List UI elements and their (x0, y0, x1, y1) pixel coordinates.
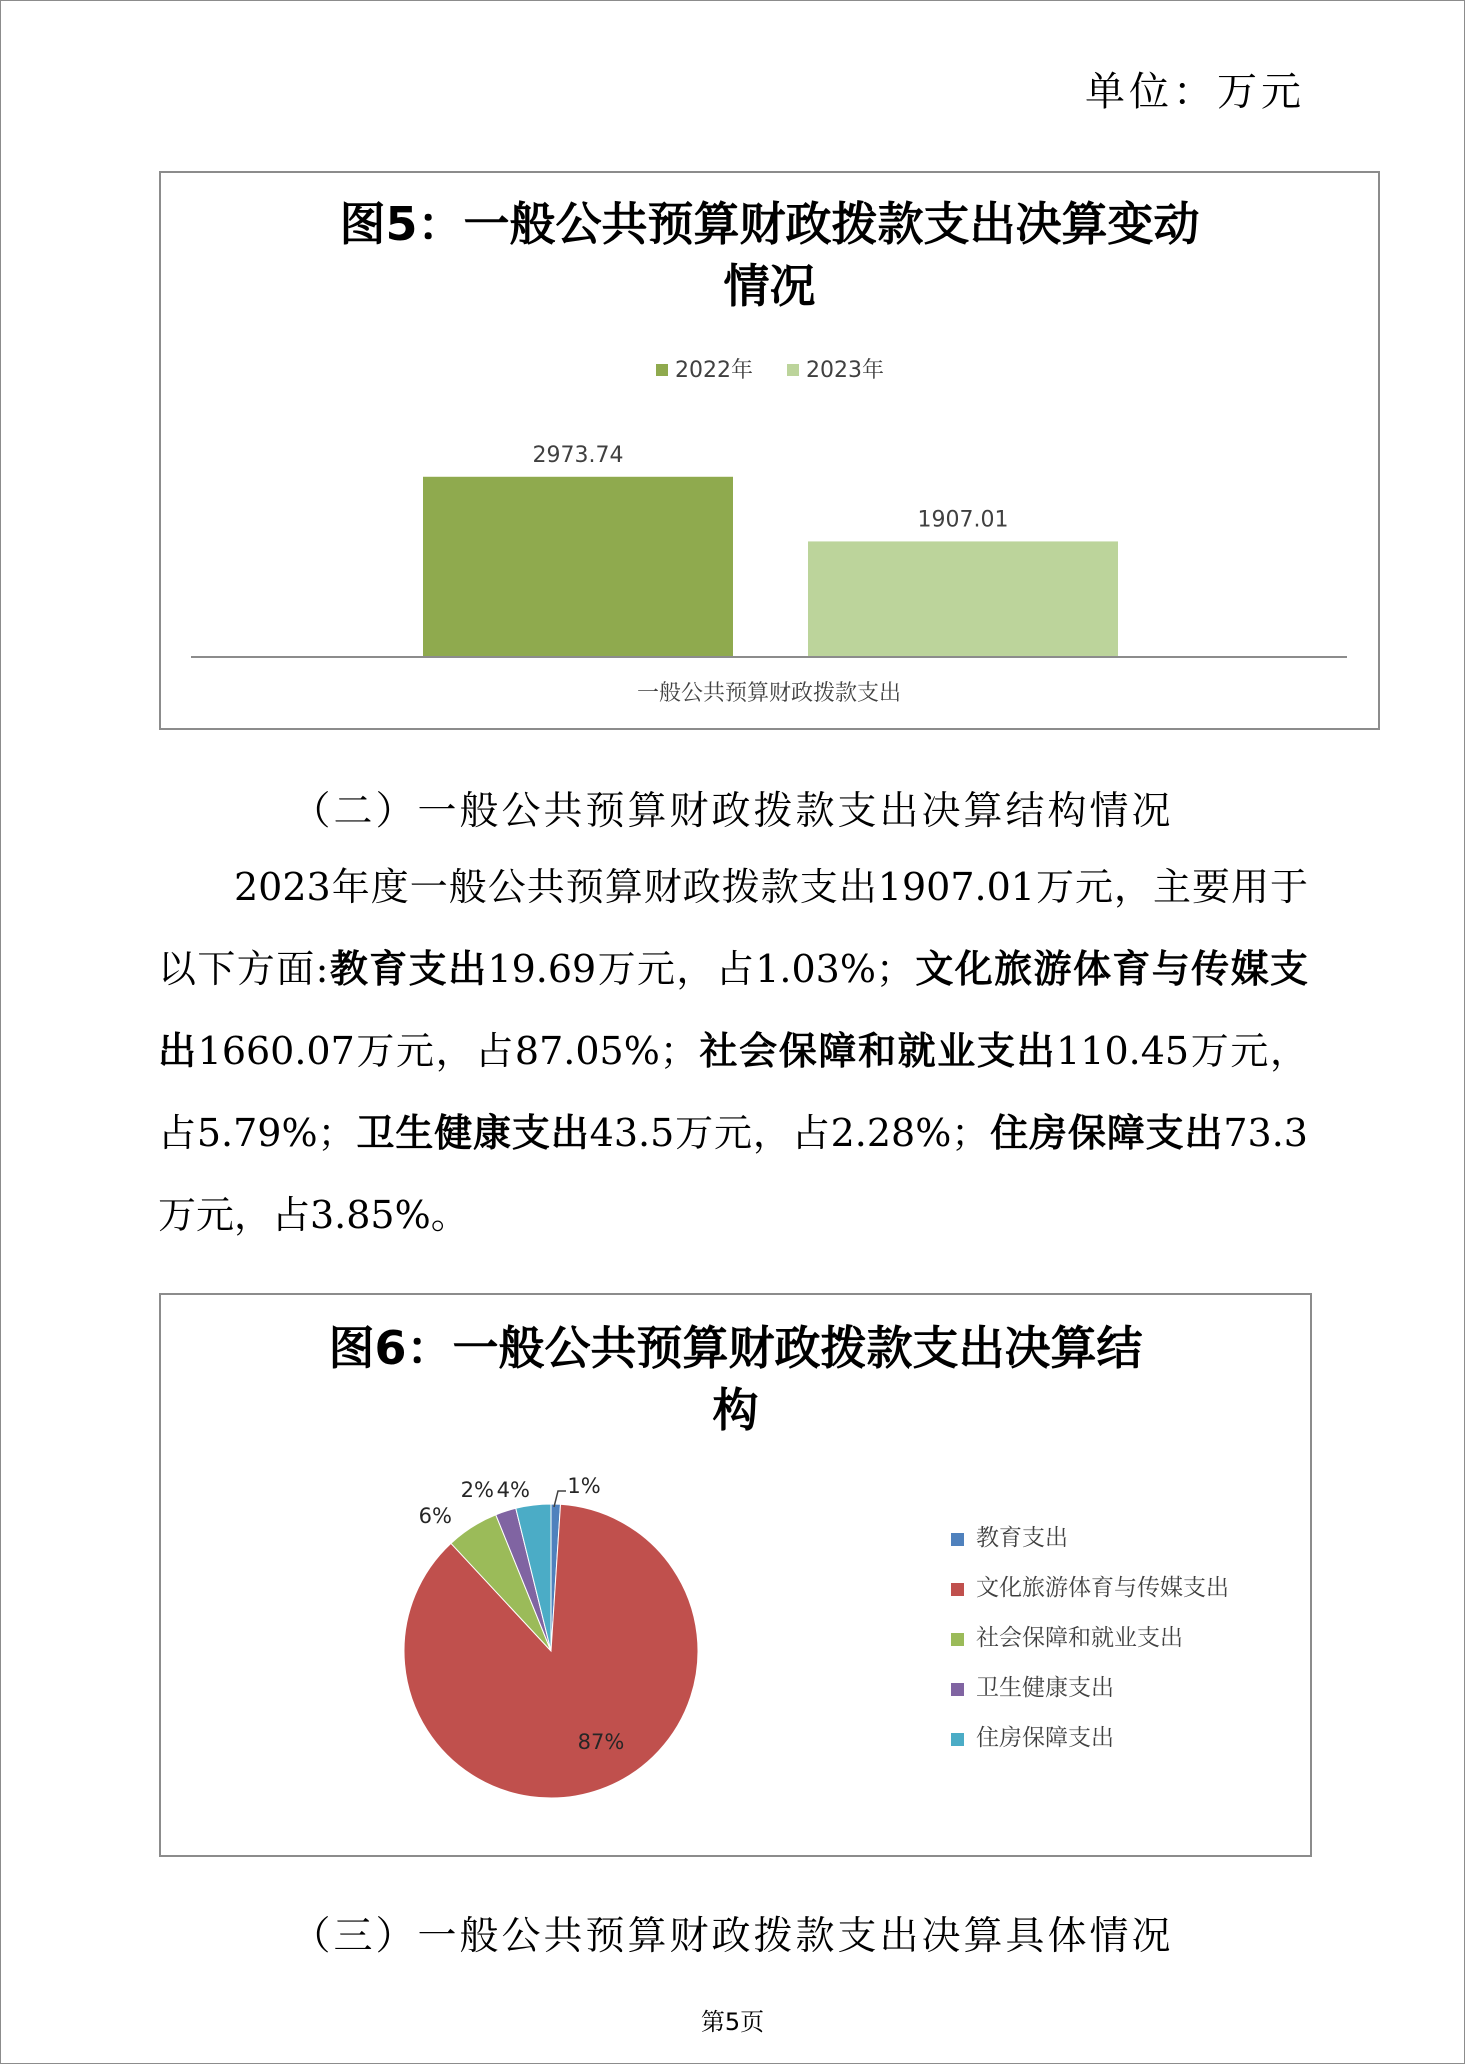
legend-swatch-教育支出 (951, 1533, 964, 1546)
para-value-5: 73.3万元，占3.85%。 (158, 1111, 1308, 1237)
bar-chart-svg (161, 173, 1378, 728)
chart5-title-line1: 图5：一般公共预算财政拨款支出决算变动 (339, 197, 1200, 251)
pie-data-label-住房保障支出: 4% (496, 1478, 530, 1502)
legend-swatch-2023 (787, 364, 799, 376)
legend-label-教育支出: 教育支出 (976, 1525, 1068, 1551)
pie-data-label-文化旅游体育与传媒支出: 87% (577, 1730, 625, 1754)
para-value-4: 43.5万元，占2.28%； (589, 1111, 990, 1155)
para-intro: 2023年度一般公共预算财政拨款支出1907.01万元，主要用于以下方面: (158, 865, 1308, 991)
legend-label-卫生健康支出: 卫生健康支出 (976, 1675, 1114, 1701)
pie-chart-svg (161, 1295, 1310, 1855)
para-value-3: 110.45万元，占5.79%； (158, 1029, 1308, 1155)
legend-swatch-文化旅游体育与传媒支出 (951, 1583, 964, 1596)
legend-label-2023: 2023年 (806, 358, 884, 383)
bar-2023年 (808, 541, 1118, 657)
bar-data-label-2022年: 2973.74 (532, 442, 624, 468)
legend-label-社会保障和就业支出: 社会保障和就业支出 (976, 1625, 1183, 1651)
chart6-title-line2: 构 (712, 1383, 759, 1437)
legend-label-2022: 2022年 (675, 358, 753, 383)
page-number: 第5页 (700, 2008, 765, 2036)
legend-swatch-住房保障支出 (951, 1733, 964, 1746)
pie-data-label-社会保障和就业支出: 6% (418, 1504, 452, 1528)
pie-data-label-卫生健康支出: 2% (460, 1478, 494, 1502)
section-heading-2: （二）一般公共预算财政拨款支出决算结构情况 (291, 789, 1174, 834)
pie-chart-figure-6 (159, 1293, 1312, 1857)
legend-swatch-卫生健康支出 (951, 1683, 964, 1696)
para-category-3: 社会保障和就业支出 (697, 1028, 1057, 1073)
body-paragraph (158, 846, 1308, 1256)
para-category-1: 教育支出 (328, 946, 488, 991)
pie-data-label-教育支出: 1% (567, 1474, 601, 1498)
chart6-title-line1: 图6：一般公共预算财政拨款支出决算结 (328, 1321, 1143, 1375)
para-value-1: 19.69万元，占1.03%； (487, 947, 914, 991)
chart5-title-line2: 情况 (723, 259, 816, 313)
legend-label-住房保障支出: 住房保障支出 (976, 1725, 1114, 1751)
section-heading-3: （三）一般公共预算财政拨款支出决算具体情况 (291, 1914, 1174, 1959)
legend-swatch-社会保障和就业支出 (951, 1633, 964, 1646)
bar-chart-figure-5 (159, 171, 1380, 730)
paragraph-text (158, 846, 1308, 1256)
para-category-4: 卫生健康支出 (355, 1110, 590, 1155)
x-axis-category-label: 一般公共预算财政拨款支出 (636, 681, 902, 706)
legend-label-文化旅游体育与传媒支出: 文化旅游体育与传媒支出 (976, 1575, 1229, 1601)
unit-label: 单位：万元 (1085, 69, 1305, 115)
para-category-2: 文化旅游体育与传媒支出 (158, 946, 1308, 1073)
bar-data-label-2023年: 1907.01 (917, 507, 1009, 533)
para-category-5: 住房保障支出 (989, 1110, 1224, 1155)
bar-2022年 (423, 477, 733, 657)
para-value-2: 1660.07万元，占87.05%； (197, 1029, 698, 1073)
legend-swatch-2022 (656, 364, 668, 376)
